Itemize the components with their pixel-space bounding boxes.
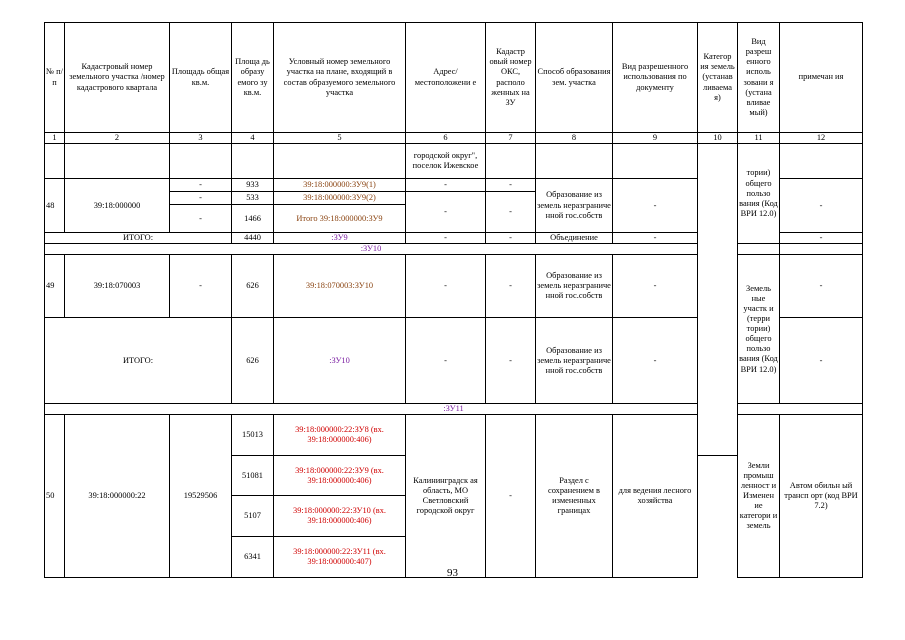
note-cell: -	[780, 179, 863, 233]
address-cell: Калининградск ая область, МО Светловский городской округ	[406, 415, 486, 577]
method-cell: Объединение	[536, 233, 613, 244]
header-row	[45, 23, 863, 133]
cadastral-table	[44, 22, 863, 578]
column-number: 7	[486, 133, 536, 144]
plot-area: 15013	[232, 415, 274, 456]
total-label: ИТОГО:	[45, 318, 232, 404]
oks-cell: -	[486, 255, 536, 318]
conditional-number: 39:18:000000:22:ЗУ11 (вх. 39:18:000000:407)	[274, 537, 406, 578]
header-cell: Кадастровый номер земельного участка /номер кадастрового квартала	[65, 23, 170, 133]
oks-cell: -	[486, 192, 536, 233]
total-area: 4440	[232, 233, 274, 244]
column-number: 3	[170, 133, 232, 144]
total-area: -	[170, 255, 232, 318]
column-number: 2	[65, 133, 170, 144]
section-title: :ЗУ10	[45, 244, 698, 255]
continuation-row	[45, 144, 863, 179]
address-cell: -	[406, 192, 486, 233]
cadastral-number: 39:18:000000:22	[65, 415, 170, 577]
use-cell: -	[613, 179, 698, 233]
column-number-row	[45, 133, 863, 144]
use-cell: -	[613, 318, 698, 404]
row-number: 49	[45, 255, 65, 318]
row-number: 48	[45, 179, 65, 233]
address-cell: городской округ", поселок Ижевское	[406, 144, 486, 179]
address-cell: -	[406, 179, 486, 192]
total-area: -	[170, 192, 232, 205]
column-number: 11	[738, 133, 780, 144]
method-cell: Раздел с сохранением в измененных границах	[536, 415, 613, 577]
use-cell: для ведения лесного хозяйства	[613, 415, 698, 577]
address-cell: -	[406, 233, 486, 244]
total-conditional-number: :ЗУ10	[274, 318, 406, 404]
conditional-number: 39:18:000000:ЗУ9(2)	[274, 192, 406, 205]
column-number: 12	[780, 133, 863, 144]
note-cell: -	[780, 318, 863, 404]
header-cell: Вид разреш енного исполь зовани я (устана вливае мый)	[738, 23, 780, 133]
column-number: 1	[45, 133, 65, 144]
category-cell: Земли промыш ленност и Изменен ие категори и земель	[738, 415, 780, 577]
header-cell: Способ образования зем. участка	[536, 23, 613, 133]
header-cell: Площадь общая кв.м.	[170, 23, 232, 133]
header-cell: Категор ия земель (устанав ливаема я)	[698, 23, 738, 133]
method-cell: Образование из земель неразграниче нной гос.собств	[536, 255, 613, 318]
plot-area: 933	[232, 179, 274, 192]
conditional-number: 39:18:000000:22:ЗУ9 (вх. 39:18:000000:406)	[274, 455, 406, 496]
plot-area: 51081	[232, 455, 274, 496]
conditional-number: 39:18:070003:ЗУ10	[274, 255, 406, 318]
address-cell: -	[406, 318, 486, 404]
vri-cell: тории) общего пользо вания (Код ВРИ 12.0)	[738, 144, 780, 244]
header-cell: примечан ия	[780, 23, 863, 133]
conditional-number: 39:18:000000:22:ЗУ8 (вх. 39:18:000000:406)	[274, 415, 406, 456]
oks-cell: -	[486, 179, 536, 192]
cadastral-number: 39:18:070003	[65, 255, 170, 318]
oks-cell: -	[486, 233, 536, 244]
column-number: 6	[406, 133, 486, 144]
header-cell: Площа дь образу емого зу кв.м.	[232, 23, 274, 133]
vri-cell: Земель ные участк и (терри тории) общего пользо вания (Код ВРИ 12.0)	[738, 255, 780, 404]
use-cell: -	[613, 233, 698, 244]
total-area: 19529506	[170, 415, 232, 577]
header-cell: Вид разрешенного использования по документу	[613, 23, 698, 133]
header-cell: Адрес/ местоположени е	[406, 23, 486, 133]
row-number: 50	[45, 415, 65, 577]
plot-area: 533	[232, 192, 274, 205]
oks-cell: -	[486, 415, 536, 577]
cadastral-number: 39:18:000000	[65, 179, 170, 233]
address-cell: -	[406, 255, 486, 318]
section-row	[45, 404, 863, 415]
table-row	[45, 415, 863, 456]
conditional-number: Итого 39:18:000000:ЗУ9	[274, 205, 406, 233]
note-cell: -	[780, 233, 863, 244]
header-cell: Кадастр овый номер ОКС, располо женных на ЗУ	[486, 23, 536, 133]
note-cell: -	[780, 255, 863, 318]
total-label: ИТОГО:	[45, 233, 232, 244]
header-cell: Условный номер земельного участка на плане, входящий в состав образуемого земельного участка	[274, 23, 406, 133]
vri-cell: Автом обильн ый трансп орт (код ВРИ 7.2)	[780, 415, 863, 577]
plot-area: 6341	[232, 537, 274, 578]
column-number: 8	[536, 133, 613, 144]
section-title: :ЗУ11	[45, 404, 863, 415]
total-area: -	[170, 179, 232, 192]
method-cell: Образование из земель неразграниче нной гос.собств	[536, 179, 613, 233]
total-area: 626	[232, 318, 274, 404]
column-number: 9	[613, 133, 698, 144]
total-conditional-number: :ЗУ9	[274, 233, 406, 244]
column-number: 4	[232, 133, 274, 144]
plot-area: 626	[232, 255, 274, 318]
method-cell: Образование из земель неразграниче нной гос.собств	[536, 318, 613, 404]
plot-area: 1466	[232, 205, 274, 233]
conditional-number: 39:18:000000:22:ЗУ10 (вх. 39:18:000000:406)	[274, 496, 406, 537]
use-cell: -	[613, 255, 698, 318]
column-number: 5	[274, 133, 406, 144]
header-cell: № п/п	[45, 23, 65, 133]
table-row	[45, 255, 863, 318]
column-number: 10	[698, 133, 738, 144]
oks-cell: -	[486, 318, 536, 404]
total-area: -	[170, 205, 232, 233]
plot-area: 5107	[232, 496, 274, 537]
page-number: 93	[447, 567, 458, 579]
section-row	[45, 244, 863, 255]
conditional-number: 39:18:000000:ЗУ9(1)	[274, 179, 406, 192]
